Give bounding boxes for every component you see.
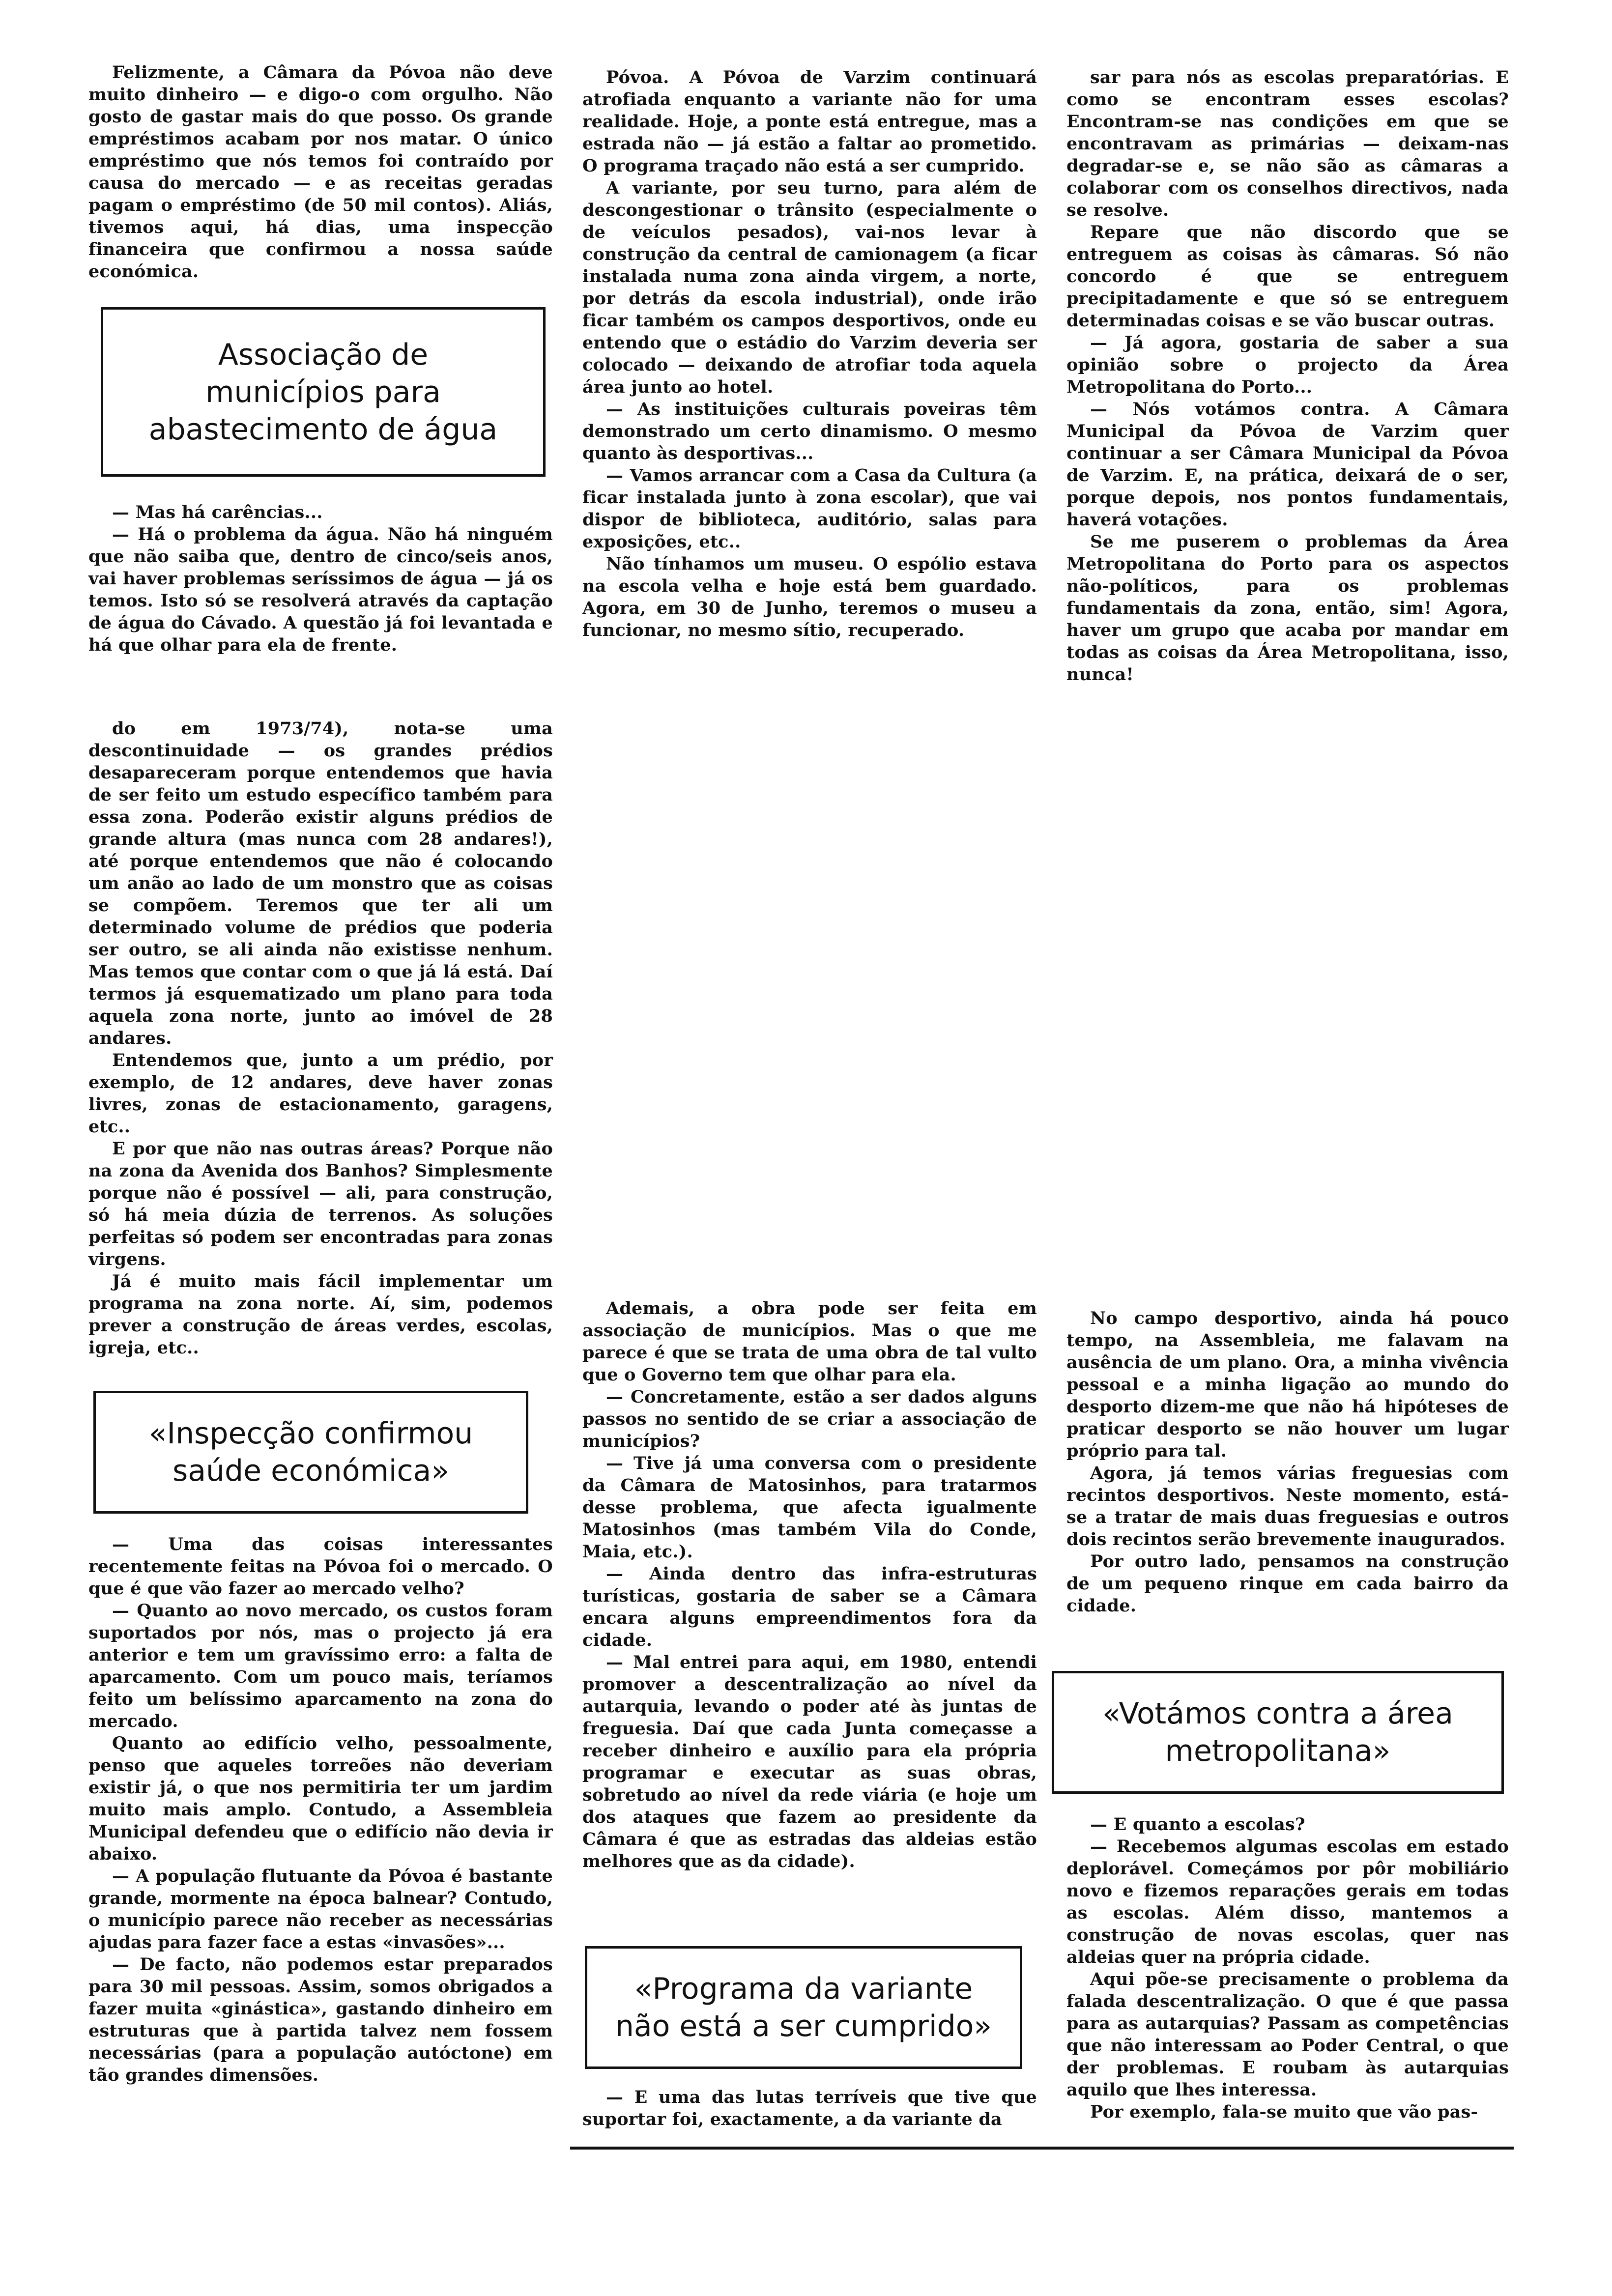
paragraph: Aqui põe-se precisamente o problema da falada descentralização. O que é que passa para as autarquias? Passam as competências que não interessam ao Poder Central, o que der problemas. E roubam às autarquias aquilo que lhes interessa. [1066,1969,1509,2100]
heading-inspeccao: «Inspecção confirmou saúde económica» [148,1416,473,1488]
paragraph: — A população flutuante da Póvoa é bastante grande, mormente na época balnear? Contudo, o município parece não receber as necessárias ajudas para fazer face a estas «invasões»... [88,1866,553,1952]
paragraph: — As instituições culturais poveiras têm demonstrado um certo dinamismo. O mesmo quanto às desportivas... [582,399,1037,463]
heading-box-inspeccao [93,1391,528,1514]
paragraph: Felizmente, a Câmara da Póvoa não deve muito dinheiro — e digo-o com orgulho. Não gosto de gastar mais do que posso. Os grande empréstimos acabam por nos matar. O único empréstimo que nós temos foi contraído por causa do mercado — e as receitas geradas pagam o empréstimo (de 50 mil contos). Aliás, tivemos aqui, há dias, uma inspecção financeira que confirmou a nossa saúde económica. [88,62,553,282]
paragraph: Póvoa. A Póvoa de Varzim continuará atrofiada enquanto a variante não for uma realidade. Hoje, a ponte está entregue, mas a estrada não — já estão a faltar ao prometido. O programa traçado não está a ser cumprido. [582,67,1037,176]
paragraph: — Recebemos algumas escolas em estado deplorável. Começámos por pôr mobiliário novo e fizemos reparações gerais em todas as escolas. Além disso, mantemos a construção de novas escolas, quer nas aldeias quer na própria cidade. [1066,1837,1509,1967]
heading-box-variante [585,1946,1022,2069]
paragraph: — E uma das lutas terríveis que tive que suportar foi, exactamente, a da variante da [582,2087,1037,2129]
col1-top-text [88,61,553,283]
paragraph: E por que não nas outras áreas? Porque não na zona da Avenida dos Banhos? Simplesmente porque não é possível — ali, para construção, só há meia dúzia de terrenos. As soluções perfeitas só podem ser encontradas para zonas virgens. [88,1139,553,1269]
paragraph: — Uma das coisas interessantes recentemente feitas na Póvoa foi o mercado. O que é que vão fazer ao mercado velho? [88,1534,553,1599]
paragraph: Repare que não discordo que se entreguem as coisas às câmaras. Só não concordo é que se entreguem precipitadamente e que só se entreguem determinadas coisas e se vão buscar outras. [1066,222,1509,331]
paragraph: A variante, por seu turno, para além de descongestionar o trânsito (especialmente o de veículos pesados), vai-nos levar à construção da central de camionagem (a ficar instalada numa zona ainda virgem, a norte, por detrás da escola industrial), onde irão ficar também os campos desportivos, onde eu entendo que o estádio do Varzim deveria ser colocado — deixando de atrofiar toda aquela área junto ao hotel. [582,178,1037,397]
paragraph: Se me puserem o problemas da Área Metropolitana do Porto para os aspectos não-políticos, para os problemas fundamentais da zona, então, sim! Agora, haver um grupo que acaba por mandar em todas as coisas da Área Metropolitana, isso, nunca! [1066,532,1509,685]
paragraph: — Nós votámos contra. A Câmara Municipal da Póvoa de Varzim quer continuar a ser Câmara Municipal da Póvoa de Varzim. E, na prática, deixará de o ser, porque depois, nos pontos fundamentais, haverá votações. [1066,399,1509,530]
paragraph: — Ainda dentro das infra-estruturas turísticas, gostaria de saber se a Câmara encara alguns empreendimentos fora da cidade. [582,1564,1037,1650]
bottom-rule [570,2147,1514,2150]
heading-votamos: «Votámos contra a área metropolitana» [1102,1696,1453,1768]
paragraph: sar para nós as escolas preparatórias. E como se encontram esses escolas? Encontram-se nas condições em que se encontravam as primárias — deixam-nas degradar-se e, se não são as câmaras a colaborar com os conselhos directivos, nada se resolve. [1066,67,1509,220]
heading-variante: «Programa da variante não está a ser cumprido» [615,1972,992,2043]
paragraph: do em 1973/74), nota-se uma descontinuidade — os grandes prédios desapareceram porque entendemos que havia de ser feito um estudo específico também para essa zona. Poderão existir alguns prédios de grande altura (mas nunca com 28 andares!), até porque entendemos que não é colocando um anão ao lado de um monstro que as coisas se compõem. Teremos que ter ali um determinado volume de prédios que poderia ser outro, se ali ainda não existisse nenhum. Mas temos que contar com o que já lá está. Daí termos já esquematizado um plano para toda aquela zona norte, junto ao imóvel de 28 andares. [88,718,553,1048]
paragraph: — Já agora, gostaria de saber a sua opinião sobre o projecto da Área Metropolitana do Porto... [1066,333,1509,397]
paragraph: — Mas há carências... [112,502,323,522]
paragraph: Agora, já temos várias freguesias com recintos desportivos. Neste momento, está-se a tratar de mais duas freguesias e outros dois recintos serão brevemente inaugurados. [1066,1463,1509,1550]
paragraph: Por outro lado, pensamos na construção de um pequeno rinque em cada bairro da cidade. [1066,1551,1509,1616]
col1-agua-text [88,501,553,656]
paragraph: — Quanto ao novo mercado, os custos foram suportados por nós, mas o projecto já era anterior e tem um gravíssimo erro: a falta de aparcamento. Com um pouco mais, teríamos feito um belíssimo aparcamento na zona do mercado. [88,1601,553,1731]
paragraph: No campo desportivo, ainda há pouco tempo, na Assembleia, me falavam na ausência de um plano. Ora, a minha vivência pessoal e a minha ligação ao mundo do desporto dizem-me que não há hipóteses de praticar desporto se não houver um lugar próprio para tal. [1066,1308,1509,1461]
paragraph: — Mal entrei para aqui, em 1980, entendi promover a descentralização ao nível da autarquia, levando o poder até às juntas de freguesia. Daí que cada Junta começasse a receber dinheiro e auxílio para ela própria programar e executar as suas obras, sobretudo ao nível da rede viária (e hoje um dos ataques que fazem ao presidente da Câmara é que as estradas das aldeias estão melhores que as da cidade). [582,1652,1037,1871]
paragraph: Entendemos que, junto a um prédio, por exemplo, de 12 andares, deve haver zonas livres, zonas de estacionamento, garagens, etc.. [88,1050,553,1137]
paragraph: Quanto ao edifício velho, pessoalmente, penso que aqueles torreões não deveriam existir já, o que nos permitiria ter um jardim muito mais amplo. Contudo, a Assembleia Municipal defendeu que o edifício não devia ir abaixo. [88,1733,553,1864]
heading-box-associacao [101,307,546,477]
col2-top-text [582,66,1037,641]
heading-associacao: Associação de municípios para abastecimento de água [148,337,498,447]
paragraph: — Tive já uma conversa com o presidente da Câmara de Matosinhos, para tratarmos desse problema, que afecta igualmente Matosinhos (mas também Vila do Conde, Maia, etc.). [582,1453,1037,1562]
col1-bottom-text [88,1533,553,2086]
paragraph: — E quanto a escolas? [1090,1814,1305,1835]
paragraph: — De facto, não podemos estar preparados para 30 mil pessoas. Assim, somos obrigados a fazer muita «ginástica», gastando dinheiro em estruturas que à partida talvez nem fossem necessárias (para a população autóctone) em tão grandes dimensões. [88,1954,553,2085]
paragraph: Ademais, a obra pode ser feita em associação de municípios. Mas o que me parece é que se trata de uma obra de tal vulto que o Governo tem que olhar para ela. [582,1298,1037,1385]
col2-bottom-text [582,1297,1037,1872]
col2-end-text [582,2086,1037,2130]
col1-mid-text [88,718,553,1359]
paragraph: — Vamos arrancar com a Casa da Cultura (a ficar instalada junto à zona escolar), que vai dispor de biblioteca, auditório, salas para exposições, etc.. [582,465,1037,552]
paragraph: — Há o problema da água. Não há ninguém que não saiba que, dentro de cinco/seis anos, vai haver problemas seríssimos de água — já os temos. Isto só se resolverá através da captação de água do Cávado. A questão já foi levantada e há que olhar para ela de frente. [88,524,553,655]
col3-top-text [1066,66,1509,686]
paragraph: — Concretamente, estão a ser dados alguns passos no sentido de se criar a associação de municípios? [582,1387,1037,1451]
col3-mid-text [1066,1307,1509,1617]
paragraph: Já é muito mais fácil implementar um programa na zona norte. Aí, sim, podemos prever a construção de áreas verdes, escolas, igreja, etc.. [88,1271,553,1358]
paragraph: Não tínhamos um museu. O espólio estava na escola velha e hoje está bem guardado. Agora, em 30 de Junho, teremos o museu a funcionar, no mesmo sítio, recuperado. [582,554,1037,640]
paragraph: Por exemplo, fala-se muito que vão pas- [1090,2102,1478,2122]
col3-bottom-text [1066,1813,1509,2123]
heading-box-votamos [1052,1671,1504,1794]
